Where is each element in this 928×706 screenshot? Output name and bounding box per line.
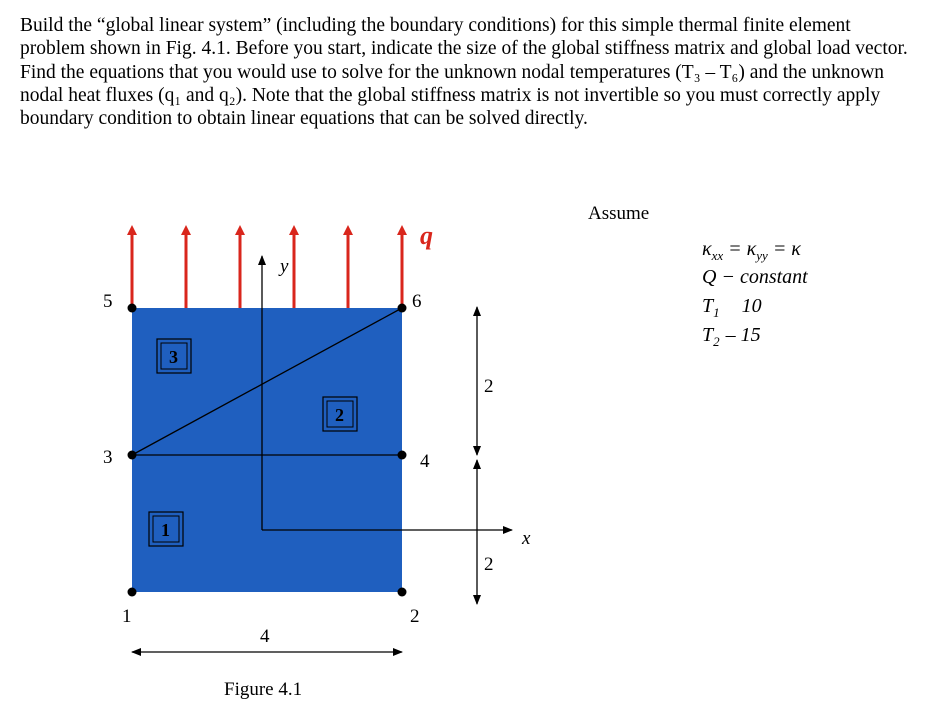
node-1	[128, 588, 137, 597]
dim-lower-height-label: 2	[484, 554, 494, 575]
dim-upper-height-label: 2	[484, 376, 494, 397]
x-axis-label: x	[522, 528, 531, 549]
element-label-2: 2	[335, 405, 344, 425]
node-label-1: 1	[122, 606, 132, 627]
node-label-4: 4	[420, 451, 430, 472]
node-2	[398, 588, 407, 597]
assume-t2: $T_2 - 15$	[702, 324, 761, 349]
node-3	[128, 451, 137, 460]
node-label-5: 5	[103, 291, 113, 312]
element-label-3: 3	[169, 347, 178, 367]
assume-t1: $T_1$ 10	[702, 295, 762, 320]
assume-conductivity: $\kappa_{xx} = \kappa_{yy} = \kappa$	[702, 238, 801, 263]
node-label-6: 6	[412, 291, 422, 312]
node-6	[398, 304, 407, 313]
node-5	[128, 304, 137, 313]
node-label-3: 3	[103, 447, 113, 468]
problem-statement: Build the “global linear system” (including the boundary conditions) for this simple thermal finite element problem shown in Fig. 4.1. Before you start, indicate the size of the global stiffness matrix and global load vector. Find the equations that you would use to solve for the unknown nodal temperatures (T₃ – T₆) and the unknown nodal heat fluxes (q₁ and q₂). Note that the global stiffness matrix is not invertible so you must correctly apply boundary condition to obtain linear equations that can be solved directly.	[20, 15, 908, 130]
node-label-2: 2	[410, 606, 420, 627]
node-4	[398, 451, 407, 460]
assume-source: Q − constant	[702, 266, 808, 288]
heat-flux-arrows	[132, 230, 402, 308]
element-label-1: 1	[161, 520, 170, 540]
assume-title: Assume	[588, 203, 650, 224]
flux-label: q	[420, 221, 433, 250]
figure-caption: Figure 4.1	[224, 679, 303, 700]
y-axis-label: y	[280, 256, 289, 277]
dim-width-label: 4	[260, 626, 270, 647]
